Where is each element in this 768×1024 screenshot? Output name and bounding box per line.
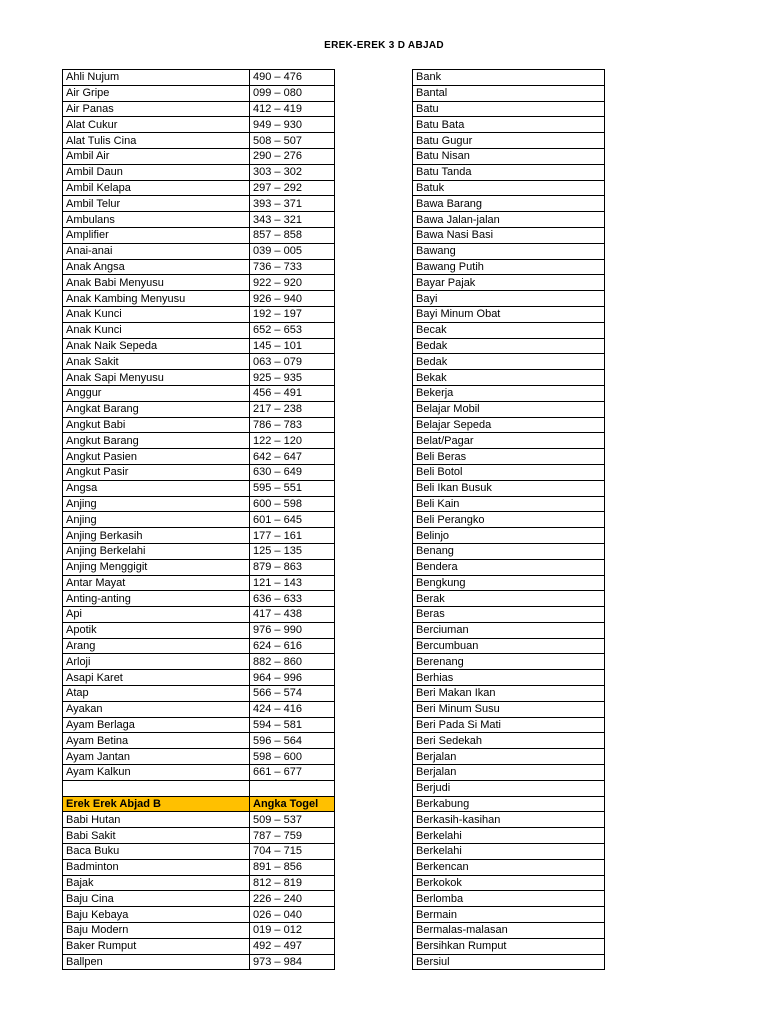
- table-row: [413, 796, 605, 812]
- dream-name-cell: Ayam Betina: [63, 733, 250, 749]
- table-row: [413, 370, 605, 386]
- table-row: [413, 480, 605, 496]
- table-row: [63, 259, 335, 275]
- number-cell: 704 – 715: [250, 844, 335, 860]
- number-cell: 964 – 996: [250, 670, 335, 686]
- number-cell: 217 – 238: [250, 401, 335, 417]
- table-row: [63, 101, 335, 117]
- dream-name-cell: Berkelahi: [413, 828, 605, 844]
- table-row: [413, 591, 605, 607]
- table-row: [63, 227, 335, 243]
- number-cell: 596 – 564: [250, 733, 335, 749]
- section-b-value-header: Angka Togel: [250, 796, 335, 812]
- dream-name-cell: Batu Gugur: [413, 133, 605, 149]
- dream-name-cell: Anak Kambing Menyusu: [63, 291, 250, 307]
- dream-name-cell: Belinjo: [413, 528, 605, 544]
- section-b-header-row: [63, 796, 335, 812]
- dream-name-cell: Angkut Barang: [63, 433, 250, 449]
- number-cell: 642 – 647: [250, 449, 335, 465]
- dream-name-cell: Ambil Telur: [63, 196, 250, 212]
- table-row: [413, 891, 605, 907]
- dream-name-cell: Berkabung: [413, 796, 605, 812]
- dream-name-cell: Berkasih-kasihan: [413, 812, 605, 828]
- table-row: [413, 749, 605, 765]
- number-cell: 812 – 819: [250, 875, 335, 891]
- dream-name-cell: Amplifier: [63, 227, 250, 243]
- dream-name-cell: Ambil Kelapa: [63, 180, 250, 196]
- table-row: [413, 844, 605, 860]
- table-row: [413, 401, 605, 417]
- number-cell: 417 – 438: [250, 607, 335, 623]
- table-row: [63, 812, 335, 828]
- dream-name-cell: Angsa: [63, 480, 250, 496]
- table-row: [413, 907, 605, 923]
- dream-name-cell: Beli Botol: [413, 464, 605, 480]
- number-cell: 063 – 079: [250, 354, 335, 370]
- dream-name-cell: Beri Makan Ikan: [413, 686, 605, 702]
- number-cell: 600 – 598: [250, 496, 335, 512]
- dream-name-cell: Apotik: [63, 622, 250, 638]
- table-row: [63, 338, 335, 354]
- dream-name-cell: Bayar Pajak: [413, 275, 605, 291]
- table-row: [63, 733, 335, 749]
- number-cell: 343 – 321: [250, 212, 335, 228]
- table-row: [413, 196, 605, 212]
- dream-name-cell: Air Panas: [63, 101, 250, 117]
- table-row: [63, 749, 335, 765]
- dream-name-cell: Babi Hutan: [63, 812, 250, 828]
- table-row: [413, 275, 605, 291]
- table-row: [63, 622, 335, 638]
- table-row: [63, 638, 335, 654]
- dream-name-cell: Berjudi: [413, 780, 605, 796]
- abjad-b-continued-table: [412, 69, 605, 970]
- dream-name-cell: Benang: [413, 543, 605, 559]
- dream-name-cell: Arang: [63, 638, 250, 654]
- dream-name-cell: Bawang Putih: [413, 259, 605, 275]
- table-row: [413, 701, 605, 717]
- table-row: [413, 306, 605, 322]
- document-title: EREK-EREK 3 D ABJAD: [324, 40, 444, 51]
- dream-name-cell: Ahli Nujum: [63, 70, 250, 86]
- dream-name-cell: Babi Sakit: [63, 828, 250, 844]
- table-row: [63, 765, 335, 781]
- dream-name-cell: Bengkung: [413, 575, 605, 591]
- dream-name-cell: Bajak: [63, 875, 250, 891]
- table-row: [413, 322, 605, 338]
- table-row: [413, 765, 605, 781]
- number-cell: 412 – 419: [250, 101, 335, 117]
- dream-name-cell: Belajar Mobil: [413, 401, 605, 417]
- dream-name-cell: Ambil Air: [63, 148, 250, 164]
- dream-name-cell: Alat Cukur: [63, 117, 250, 133]
- table-row: [63, 291, 335, 307]
- dream-name-cell: Ayam Kalkun: [63, 765, 250, 781]
- dream-name-cell: Berenang: [413, 654, 605, 670]
- number-cell: 882 – 860: [250, 654, 335, 670]
- dream-name-cell: Beri Minum Susu: [413, 701, 605, 717]
- dream-name-cell: Bekerja: [413, 385, 605, 401]
- dream-name-cell: Berak: [413, 591, 605, 607]
- dream-name-cell: Bermalas-malasan: [413, 923, 605, 939]
- table-row: [413, 607, 605, 623]
- table-row: [63, 907, 335, 923]
- table-row: [413, 686, 605, 702]
- dream-name-cell: Ambil Daun: [63, 164, 250, 180]
- table-row: [63, 717, 335, 733]
- dream-name-cell: Beli Perangko: [413, 512, 605, 528]
- dream-name-cell: Alat Tulis Cina: [63, 133, 250, 149]
- table-row: [63, 401, 335, 417]
- table-row: [413, 117, 605, 133]
- dream-name-cell: Anak Angsa: [63, 259, 250, 275]
- number-cell: 226 – 240: [250, 891, 335, 907]
- table-row: [413, 512, 605, 528]
- table-row: [413, 354, 605, 370]
- table-row: [413, 243, 605, 259]
- dream-name-cell: Api: [63, 607, 250, 623]
- table-row: [413, 85, 605, 101]
- dream-name-cell: Asapi Karet: [63, 670, 250, 686]
- table-row: [63, 306, 335, 322]
- dream-name-cell: Angkut Pasir: [63, 464, 250, 480]
- number-cell: 492 – 497: [250, 938, 335, 954]
- table-row: [413, 70, 605, 86]
- number-cell: 393 – 371: [250, 196, 335, 212]
- dream-name-cell: Bedak: [413, 354, 605, 370]
- number-cell: 456 – 491: [250, 385, 335, 401]
- table-row: [63, 354, 335, 370]
- dream-name-cell: Batu Tanda: [413, 164, 605, 180]
- dream-name-cell: Anai-anai: [63, 243, 250, 259]
- dream-name-cell: Anjing Berkelahi: [63, 543, 250, 559]
- dream-name-cell: Anak Sakit: [63, 354, 250, 370]
- dream-name-cell: Baker Rumput: [63, 938, 250, 954]
- number-cell: 601 – 645: [250, 512, 335, 528]
- dream-name-cell: Becak: [413, 322, 605, 338]
- dream-name-cell: Angkut Pasien: [63, 449, 250, 465]
- table-row: [413, 417, 605, 433]
- dream-name-cell: Bawa Nasi Basi: [413, 227, 605, 243]
- dream-name-cell: Berhias: [413, 670, 605, 686]
- table-row: [63, 70, 335, 86]
- dream-name-cell: Ayakan: [63, 701, 250, 717]
- table-row: [413, 780, 605, 796]
- table-row: [413, 938, 605, 954]
- table-row: [413, 259, 605, 275]
- dream-name-cell: Anjing: [63, 512, 250, 528]
- table-row: [413, 212, 605, 228]
- table-row: [413, 559, 605, 575]
- dream-name-cell: Berlomba: [413, 891, 605, 907]
- dream-name-cell: Belat/Pagar: [413, 433, 605, 449]
- table-row: [63, 464, 335, 480]
- table-row: [63, 180, 335, 196]
- dream-name-cell: Berkokok: [413, 875, 605, 891]
- table-row: [63, 891, 335, 907]
- number-cell: 926 – 940: [250, 291, 335, 307]
- dream-name-cell: Anjing: [63, 496, 250, 512]
- number-cell: 652 – 653: [250, 322, 335, 338]
- table-row: [413, 717, 605, 733]
- dream-name-cell: Atap: [63, 686, 250, 702]
- dream-name-cell: Anjing Berkasih: [63, 528, 250, 544]
- table-row: [413, 812, 605, 828]
- dream-name-cell: Beras: [413, 607, 605, 623]
- table-row: [413, 101, 605, 117]
- table-row: [63, 417, 335, 433]
- dream-name-cell: Ambulans: [63, 212, 250, 228]
- table-row: [63, 133, 335, 149]
- table-row: [63, 559, 335, 575]
- dream-name-cell: Batu Nisan: [413, 148, 605, 164]
- table-row: [63, 543, 335, 559]
- dream-name-cell: Ballpen: [63, 954, 250, 970]
- dream-name-cell: Bermain: [413, 907, 605, 923]
- number-cell: 490 – 476: [250, 70, 335, 86]
- table-row: [413, 670, 605, 686]
- table-row: [413, 385, 605, 401]
- table-row: [413, 859, 605, 875]
- number-cell: 026 – 040: [250, 907, 335, 923]
- dream-name-cell: Angkut Babi: [63, 417, 250, 433]
- dream-name-cell: Batuk: [413, 180, 605, 196]
- number-cell: 303 – 302: [250, 164, 335, 180]
- table-row: [63, 607, 335, 623]
- table-row: [63, 859, 335, 875]
- table-row: [63, 591, 335, 607]
- number-cell: 973 – 984: [250, 954, 335, 970]
- table-row: [413, 180, 605, 196]
- table-row: [413, 654, 605, 670]
- table-row: [413, 291, 605, 307]
- dream-name-cell: Anak Babi Menyusu: [63, 275, 250, 291]
- dream-name-cell: Baju Cina: [63, 891, 250, 907]
- number-cell: 424 – 416: [250, 701, 335, 717]
- number-cell: [250, 780, 335, 796]
- table-row: [63, 85, 335, 101]
- table-row: [63, 575, 335, 591]
- number-cell: 949 – 930: [250, 117, 335, 133]
- number-cell: 636 – 633: [250, 591, 335, 607]
- dream-name-cell: [63, 780, 250, 796]
- dream-name-cell: Bayi Minum Obat: [413, 306, 605, 322]
- number-cell: 297 – 292: [250, 180, 335, 196]
- dream-name-cell: Bayi: [413, 291, 605, 307]
- number-cell: 925 – 935: [250, 370, 335, 386]
- dream-name-cell: Arloji: [63, 654, 250, 670]
- dream-name-cell: Berciuman: [413, 622, 605, 638]
- table-row: [63, 828, 335, 844]
- table-row: [63, 243, 335, 259]
- number-cell: 099 – 080: [250, 85, 335, 101]
- table-row: [63, 654, 335, 670]
- table-row: [413, 638, 605, 654]
- dream-name-cell: Angkat Barang: [63, 401, 250, 417]
- table-row: [413, 464, 605, 480]
- table-row: [413, 227, 605, 243]
- table-row: [63, 370, 335, 386]
- dream-name-cell: Bank: [413, 70, 605, 86]
- number-cell: 598 – 600: [250, 749, 335, 765]
- dream-name-cell: Ayam Jantan: [63, 749, 250, 765]
- number-cell: 145 – 101: [250, 338, 335, 354]
- table-row: [413, 133, 605, 149]
- dream-name-cell: Baca Buku: [63, 844, 250, 860]
- dream-name-cell: Bercumbuan: [413, 638, 605, 654]
- dream-name-cell: Berjalan: [413, 765, 605, 781]
- number-cell: 661 – 677: [250, 765, 335, 781]
- table-row: [63, 938, 335, 954]
- table-row: [413, 543, 605, 559]
- dream-name-cell: Belajar Sepeda: [413, 417, 605, 433]
- number-cell: 192 – 197: [250, 306, 335, 322]
- table-row: [413, 875, 605, 891]
- number-cell: 595 – 551: [250, 480, 335, 496]
- dream-name-cell: Berkencan: [413, 859, 605, 875]
- number-cell: 922 – 920: [250, 275, 335, 291]
- dream-name-cell: Anak Naik Sepeda: [63, 338, 250, 354]
- table-row: [63, 449, 335, 465]
- number-cell: 857 – 858: [250, 227, 335, 243]
- dream-name-cell: Antar Mayat: [63, 575, 250, 591]
- table-row: [413, 575, 605, 591]
- number-cell: 786 – 783: [250, 417, 335, 433]
- dream-name-cell: Bawa Jalan-jalan: [413, 212, 605, 228]
- table-row: [63, 433, 335, 449]
- dream-name-cell: Beli Kain: [413, 496, 605, 512]
- dream-name-cell: Beli Ikan Busuk: [413, 480, 605, 496]
- dream-name-cell: Anak Kunci: [63, 322, 250, 338]
- number-cell: 891 – 856: [250, 859, 335, 875]
- number-cell: 121 – 143: [250, 575, 335, 591]
- dream-name-cell: Berjalan: [413, 749, 605, 765]
- table-row: [413, 338, 605, 354]
- dream-name-cell: Anggur: [63, 385, 250, 401]
- number-cell: 177 – 161: [250, 528, 335, 544]
- number-cell: 290 – 276: [250, 148, 335, 164]
- abjad-a-b-table: [62, 69, 335, 970]
- number-cell: 566 – 574: [250, 686, 335, 702]
- dream-name-cell: Beri Sedekah: [413, 733, 605, 749]
- table-row: [63, 512, 335, 528]
- number-cell: 630 – 649: [250, 464, 335, 480]
- dream-name-cell: Anting-anting: [63, 591, 250, 607]
- number-cell: 736 – 733: [250, 259, 335, 275]
- dream-name-cell: Beli Beras: [413, 449, 605, 465]
- table-row: [413, 828, 605, 844]
- number-cell: 787 – 759: [250, 828, 335, 844]
- table-row: [413, 148, 605, 164]
- table-row: [413, 528, 605, 544]
- section-b-title: Erek Erek Abjad B: [63, 796, 250, 812]
- dream-name-cell: Bersiul: [413, 954, 605, 970]
- table-row: [63, 212, 335, 228]
- number-cell: 019 – 012: [250, 923, 335, 939]
- number-cell: 594 – 581: [250, 717, 335, 733]
- table-row: [63, 875, 335, 891]
- dream-name-cell: Berkelahi: [413, 844, 605, 860]
- number-cell: 976 – 990: [250, 622, 335, 638]
- dream-name-cell: Beri Pada Si Mati: [413, 717, 605, 733]
- dream-name-cell: Bantal: [413, 85, 605, 101]
- table-row: [413, 954, 605, 970]
- table-row: [63, 275, 335, 291]
- dream-name-cell: Batu: [413, 101, 605, 117]
- number-cell: 508 – 507: [250, 133, 335, 149]
- table-row: [413, 496, 605, 512]
- table-row: [63, 670, 335, 686]
- table-row: [413, 923, 605, 939]
- table-row: [63, 322, 335, 338]
- table-row: [63, 148, 335, 164]
- dream-name-cell: Bendera: [413, 559, 605, 575]
- dream-name-cell: Baju Kebaya: [63, 907, 250, 923]
- table-row: [413, 733, 605, 749]
- number-cell: 039 – 005: [250, 243, 335, 259]
- number-cell: 879 – 863: [250, 559, 335, 575]
- number-cell: 125 – 135: [250, 543, 335, 559]
- table-row: [63, 480, 335, 496]
- table-row: [63, 196, 335, 212]
- table-row: [63, 686, 335, 702]
- dream-name-cell: Anjing Menggigit: [63, 559, 250, 575]
- dream-name-cell: Bawa Barang: [413, 196, 605, 212]
- table-row: [63, 117, 335, 133]
- table-row: [63, 385, 335, 401]
- table-row: [63, 701, 335, 717]
- dream-name-cell: Badminton: [63, 859, 250, 875]
- dream-name-cell: Ayam Berlaga: [63, 717, 250, 733]
- table-row: [63, 923, 335, 939]
- table-row: [413, 622, 605, 638]
- table-row: [63, 528, 335, 544]
- table-row: [413, 433, 605, 449]
- dream-name-cell: Bedak: [413, 338, 605, 354]
- table-row: [63, 496, 335, 512]
- dream-name-cell: Bawang: [413, 243, 605, 259]
- number-cell: 122 – 120: [250, 433, 335, 449]
- dream-name-cell: Batu Bata: [413, 117, 605, 133]
- dream-name-cell: Bekak: [413, 370, 605, 386]
- table-row: [413, 449, 605, 465]
- dream-name-cell: Air Gripe: [63, 85, 250, 101]
- table-row: [63, 954, 335, 970]
- dream-name-cell: Baju Modern: [63, 923, 250, 939]
- dream-name-cell: Anak Kunci: [63, 306, 250, 322]
- table-row: [63, 780, 335, 796]
- number-cell: 509 – 537: [250, 812, 335, 828]
- table-row: [63, 164, 335, 180]
- number-cell: 624 – 616: [250, 638, 335, 654]
- table-row: [63, 844, 335, 860]
- dream-name-cell: Anak Sapi Menyusu: [63, 370, 250, 386]
- table-row: [413, 164, 605, 180]
- dream-name-cell: Bersihkan Rumput: [413, 938, 605, 954]
